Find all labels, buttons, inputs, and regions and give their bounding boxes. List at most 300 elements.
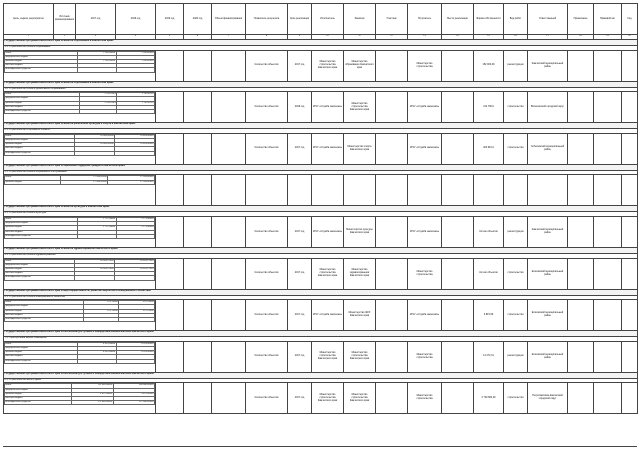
blank bbox=[184, 92, 212, 123]
customer: Министерство строительства Камчатского края bbox=[344, 341, 376, 372]
funding-amount: 17 284,00000 bbox=[61, 180, 108, 184]
place: КГКУ «Служба заказчика» bbox=[408, 92, 442, 123]
funding-amount: 7 200,00000 bbox=[116, 59, 154, 63]
column-number: 7 bbox=[212, 35, 246, 40]
funding-breakdown bbox=[4, 134, 155, 156]
blank bbox=[568, 300, 594, 331]
capacity-value bbox=[474, 175, 504, 206]
funding-source: внебюджетные средства bbox=[5, 359, 78, 363]
funding-cell bbox=[4, 341, 156, 372]
funding-line bbox=[5, 234, 155, 238]
funding-source: внебюджетные средства bbox=[5, 276, 75, 280]
funding-amount bbox=[117, 109, 155, 113]
funding-amount: 284 000,00000 bbox=[113, 384, 154, 388]
blank bbox=[568, 258, 594, 289]
subsection-title: 8.1. Строительство жилого дома bbox=[4, 378, 638, 383]
blank bbox=[184, 383, 212, 414]
funding-amount: 1 783 410,0 bbox=[79, 101, 117, 105]
blank bbox=[212, 300, 246, 331]
column-number: 13 bbox=[408, 35, 442, 40]
column-header: Ответственный bbox=[528, 4, 568, 35]
executor: КГКУ «Служба заказчика» bbox=[312, 92, 344, 123]
column-header: Участник bbox=[376, 4, 408, 35]
executor: Министерство строительства Камчатского края bbox=[312, 50, 344, 81]
work-kind: реконструкция bbox=[504, 50, 528, 81]
capacity-value: 2 700 582,00 bbox=[474, 383, 504, 414]
funding-source: внебюджетные средства bbox=[5, 109, 80, 113]
responsible: Камчатский муниципальный район bbox=[528, 216, 568, 247]
funding-amount: 18 493,27430 bbox=[115, 267, 155, 271]
section-title: Государственная программа Камчатского края «Развитие культуры в Камчатском крае» bbox=[4, 206, 638, 212]
section-title: Государственная программа Камчатского края «Обеспечение доступным и комфортным жильем жителей Камчатского края» bbox=[4, 331, 638, 337]
implementation-term: 2017 год bbox=[288, 341, 312, 372]
funding-source: местный бюджет bbox=[5, 396, 72, 400]
funding-source: краевой бюджет bbox=[5, 143, 75, 147]
funding-cell bbox=[4, 92, 156, 123]
funding-source: федеральный бюджет bbox=[5, 305, 84, 309]
blank bbox=[442, 341, 474, 372]
blank bbox=[156, 133, 184, 164]
section-title: Государственная программа Камчатского края «Социальная поддержка граждан в Камчатском крае» bbox=[4, 164, 638, 170]
funding-amount: 7 200,00000 bbox=[78, 59, 116, 63]
funding-amount bbox=[79, 109, 117, 113]
result-indicator: Количество объектов bbox=[246, 341, 288, 372]
column-number: 12 bbox=[376, 35, 408, 40]
program-table bbox=[3, 3, 638, 414]
funding-amount: 14 403,00000 bbox=[115, 143, 155, 147]
funding-source: федеральный бюджет bbox=[5, 388, 72, 392]
executor: Министерство строительства Камчатского края bbox=[312, 341, 344, 372]
implementation-term: 2017 год bbox=[288, 300, 312, 331]
executor: Министерство строительства Камчатского края bbox=[312, 258, 344, 289]
column-number: 8 bbox=[246, 35, 288, 40]
funding-source: краевой бюджет bbox=[5, 392, 72, 396]
funding-amount bbox=[75, 276, 115, 280]
column-number: 20 bbox=[622, 35, 638, 40]
executor: КГКУ «Служба заказчика» bbox=[312, 300, 344, 331]
blank bbox=[594, 300, 622, 331]
funding-amount: 18 493,27430 bbox=[75, 259, 115, 263]
funding-line bbox=[5, 151, 155, 155]
result-indicator: Количество объектов bbox=[246, 300, 288, 331]
funding-cell bbox=[4, 258, 156, 289]
customer: Министерство образования Камчатского края bbox=[344, 50, 376, 81]
place: КГКУ «Служба заказчика» bbox=[408, 216, 442, 247]
funding-source: местный бюджет bbox=[5, 147, 75, 151]
blank bbox=[212, 383, 246, 414]
work-kind: строительство bbox=[504, 258, 528, 289]
blank bbox=[622, 341, 638, 372]
blank bbox=[156, 92, 184, 123]
funding-source: федеральный бюджет bbox=[5, 263, 75, 267]
column-header: Правовой акт bbox=[594, 4, 622, 35]
blank bbox=[442, 133, 474, 164]
responsible: Вилючинский городской округ bbox=[528, 92, 568, 123]
measure-row bbox=[4, 383, 638, 414]
blank bbox=[184, 341, 212, 372]
column-number: 9 bbox=[288, 35, 312, 40]
funding-breakdown bbox=[4, 383, 155, 405]
blank bbox=[376, 341, 408, 372]
measure-row bbox=[4, 133, 638, 164]
funding-breakdown bbox=[4, 217, 155, 239]
funding-amount: 1 771,00000 bbox=[78, 226, 116, 230]
funding-amount bbox=[78, 234, 116, 238]
funding-amount: 6 325,00000 bbox=[116, 351, 154, 355]
funding-source: федеральный бюджет bbox=[5, 55, 78, 59]
subsection-title: 1.1. Строительство объекта образования bbox=[4, 46, 638, 51]
blank bbox=[622, 133, 638, 164]
capacity-value: 14 272,31 bbox=[474, 341, 504, 372]
funding-amount bbox=[78, 359, 116, 363]
place: КГКУ «Служба заказчика» bbox=[408, 133, 442, 164]
funding-source: местный бюджет bbox=[5, 105, 80, 109]
funding-source: местный бюджет bbox=[5, 313, 84, 317]
funding-amount: 1 771,00000 bbox=[116, 217, 154, 221]
funding-source: краевой бюджет bbox=[5, 267, 75, 271]
column-header: Срок реализации bbox=[288, 4, 312, 35]
funding-amount: 672,13456 bbox=[119, 301, 155, 305]
subsection-title: 3.1. Строительство объекта социального обслуживания bbox=[4, 170, 638, 175]
funding-amount: 1 771,00000 bbox=[78, 217, 116, 221]
column-number: 5 bbox=[156, 35, 184, 40]
blank bbox=[442, 300, 474, 331]
implementation-term bbox=[288, 175, 312, 206]
place: Министерство строительства bbox=[408, 383, 442, 414]
funding-source: федеральный бюджет bbox=[5, 97, 80, 101]
measure-row bbox=[4, 50, 638, 81]
column-number: 2 bbox=[54, 35, 76, 40]
funding-line bbox=[5, 109, 155, 113]
funding-amount: 18 493,27430 bbox=[115, 259, 155, 263]
table-body bbox=[4, 40, 638, 414]
work-kind bbox=[504, 175, 528, 206]
column-header: Показатель результата bbox=[246, 4, 288, 35]
funding-amount: 14 403,00000 bbox=[75, 143, 115, 147]
funding-source: федеральный бюджет bbox=[5, 222, 78, 226]
executor: Министерство строительства Камчатского края bbox=[312, 383, 344, 414]
column-header: Исполнитель bbox=[312, 4, 344, 35]
blank bbox=[442, 92, 474, 123]
funding-source: краевой бюджет bbox=[5, 351, 78, 355]
funding-cell bbox=[4, 175, 156, 206]
blank bbox=[622, 258, 638, 289]
work-kind: строительство bbox=[504, 383, 528, 414]
blank bbox=[568, 133, 594, 164]
subsection-title: 5.1. Строительство объекта здравоохранения bbox=[4, 253, 638, 258]
subsection-title: 7.1. Приобретение жилых помещений bbox=[4, 337, 638, 342]
funding-source: Всего bbox=[5, 51, 78, 55]
responsible bbox=[528, 175, 568, 206]
measure-row bbox=[4, 92, 638, 123]
column-number: 17 bbox=[528, 35, 568, 40]
blank bbox=[184, 133, 212, 164]
result-indicator: Количество объектов bbox=[246, 133, 288, 164]
funding-source: Всего bbox=[5, 217, 78, 221]
column-number: 15 bbox=[474, 35, 504, 40]
funding-amount bbox=[115, 276, 155, 280]
column-header: Форма собственности bbox=[474, 4, 504, 35]
measure-row bbox=[4, 300, 638, 331]
customer bbox=[344, 175, 376, 206]
funding-breakdown bbox=[4, 92, 155, 114]
work-kind: строительство bbox=[504, 133, 528, 164]
blank bbox=[568, 92, 594, 123]
measure-row bbox=[4, 258, 638, 289]
responsible: Елизовский муниципальный район bbox=[528, 300, 568, 331]
blank bbox=[622, 92, 638, 123]
blank bbox=[184, 300, 212, 331]
funding-source: внебюджетные средства bbox=[5, 317, 84, 321]
result-indicator: Количество объектов bbox=[246, 92, 288, 123]
customer: Министерство культуры Камчатского края bbox=[344, 216, 376, 247]
funding-amount: 17 284,00000 bbox=[108, 176, 155, 180]
blank bbox=[442, 216, 474, 247]
column-number: 6 bbox=[184, 35, 212, 40]
measure-row bbox=[4, 175, 638, 206]
blank bbox=[376, 50, 408, 81]
section-title: Государственная программа Камчатского края «Развитие образования в Камчатском крае» bbox=[4, 40, 638, 46]
funding-source: Всего bbox=[5, 301, 84, 305]
funding-source: внебюджетные средства bbox=[5, 401, 72, 405]
section-title: Государственная программа Камчатского края «Развитие физической культуры и спорта в Камчатском крае» bbox=[4, 123, 638, 129]
customer: Министерство спорта Камчатского края bbox=[344, 133, 376, 164]
funding-source: краевой бюджет bbox=[5, 226, 78, 230]
subsection-title: 2.1. Строительство спортивного объекта bbox=[4, 129, 638, 134]
funding-amount: 17 284,00000 bbox=[61, 176, 108, 180]
capacity-value: 400 910,0 bbox=[474, 133, 504, 164]
funding-source: краевой бюджет bbox=[5, 180, 61, 184]
column-number: 1 bbox=[4, 35, 54, 40]
blank bbox=[594, 92, 622, 123]
work-kind: реконструкция bbox=[504, 216, 528, 247]
funding-amount: 672,13456 bbox=[83, 301, 119, 305]
blank bbox=[376, 92, 408, 123]
responsible: Соболевский муниципальный район bbox=[528, 133, 568, 164]
column-header: Цель, задача, мероприятие bbox=[4, 4, 54, 35]
funding-cell bbox=[4, 216, 156, 247]
blank bbox=[184, 216, 212, 247]
funding-amount: 172 000,00000 bbox=[72, 401, 113, 405]
column-header: 2017 год bbox=[76, 4, 116, 35]
funding-breakdown bbox=[4, 259, 155, 281]
responsible: Камчатский муниципальный район bbox=[528, 50, 568, 81]
measure-row bbox=[4, 341, 638, 372]
capacity-value: Кол-во объектов bbox=[474, 258, 504, 289]
blank bbox=[156, 216, 184, 247]
blank bbox=[376, 300, 408, 331]
funding-amount: 1 783 410,0 bbox=[117, 101, 155, 105]
funding-source: краевой бюджет bbox=[5, 309, 84, 313]
column-number: 11 bbox=[344, 35, 376, 40]
funding-cell bbox=[4, 383, 156, 414]
funding-breakdown bbox=[4, 175, 155, 184]
implementation-term: 2017 год bbox=[288, 50, 312, 81]
blank bbox=[442, 50, 474, 81]
blank bbox=[594, 341, 622, 372]
funding-amount: 14 403,00000 bbox=[115, 134, 155, 138]
funding-source: федеральный бюджет bbox=[5, 138, 75, 142]
funding-line bbox=[5, 359, 155, 363]
blank bbox=[156, 175, 184, 206]
blank bbox=[568, 383, 594, 414]
subsection-title: 4.1. Строительство объекта культуры bbox=[4, 212, 638, 217]
blank bbox=[212, 216, 246, 247]
column-number: 3 bbox=[76, 35, 116, 40]
funding-amount bbox=[78, 68, 116, 72]
column-number: 10 bbox=[312, 35, 344, 40]
column-header: Источник финансирования bbox=[54, 4, 76, 35]
blank bbox=[156, 50, 184, 81]
funding-cell bbox=[4, 300, 156, 331]
funding-source: краевой бюджет bbox=[5, 59, 78, 63]
column-number: 14 bbox=[442, 35, 474, 40]
place: Министерство строительства bbox=[408, 341, 442, 372]
funding-amount bbox=[119, 317, 155, 321]
funding-amount bbox=[116, 68, 154, 72]
funding-amount: 7 200,00000 bbox=[78, 51, 116, 55]
section-title: Государственная программа Камчатского края «Обеспечение доступным и комфортным жильем жителей Камчатского края» bbox=[4, 372, 638, 378]
blank bbox=[594, 175, 622, 206]
funding-amount: 6 325,00000 bbox=[116, 342, 154, 346]
funding-breakdown bbox=[4, 300, 155, 322]
customer: Министерство здравоохранения Камчатского края bbox=[344, 258, 376, 289]
blank bbox=[212, 50, 246, 81]
funding-source: местный бюджет bbox=[5, 230, 78, 234]
work-kind: строительство bbox=[504, 92, 528, 123]
blank bbox=[442, 383, 474, 414]
blank bbox=[568, 175, 594, 206]
funding-amount: 18 493,27430 bbox=[75, 267, 115, 271]
blank bbox=[622, 383, 638, 414]
blank bbox=[184, 50, 212, 81]
implementation-term: 2018 год bbox=[288, 92, 312, 123]
blank bbox=[376, 133, 408, 164]
blank bbox=[442, 258, 474, 289]
funding-amount: 17 284,00000 bbox=[108, 180, 155, 184]
blank bbox=[212, 341, 246, 372]
implementation-term: 2017 год bbox=[288, 258, 312, 289]
column-header: Вид работ bbox=[504, 4, 528, 35]
funding-amount bbox=[75, 151, 115, 155]
funding-source: Всего bbox=[5, 259, 75, 263]
funding-amount bbox=[115, 151, 155, 155]
work-kind: реконструкция bbox=[504, 341, 528, 372]
capacity-value: Кол-во объектов bbox=[474, 216, 504, 247]
blank bbox=[594, 258, 622, 289]
place: КГКУ «Служба заказчика» bbox=[408, 300, 442, 331]
funding-source: Всего bbox=[5, 342, 78, 346]
column-header: Объем финансирования bbox=[212, 4, 246, 35]
blank bbox=[442, 175, 474, 206]
funding-cell bbox=[4, 133, 156, 164]
funding-amount: 6 325,00000 bbox=[78, 342, 116, 346]
customer: Министерство ЖКХ Камчатского края bbox=[344, 300, 376, 331]
place: Министерство строительства bbox=[408, 50, 442, 81]
funding-line bbox=[5, 68, 155, 72]
capacity-value: 9 815,99 bbox=[474, 300, 504, 331]
funding-breakdown bbox=[4, 342, 155, 364]
funding-line bbox=[5, 317, 155, 321]
funding-source: местный бюджет bbox=[5, 64, 78, 68]
blank bbox=[212, 175, 246, 206]
column-header: Код bbox=[622, 4, 638, 35]
blank bbox=[622, 175, 638, 206]
funding-source: внебюджетные средства bbox=[5, 234, 78, 238]
funding-source: Всего bbox=[5, 384, 72, 388]
blank bbox=[594, 383, 622, 414]
column-header: Заказчик bbox=[344, 4, 376, 35]
column-number: 19 bbox=[594, 35, 622, 40]
funding-source: краевой бюджет bbox=[5, 101, 80, 105]
result-indicator: Количество объектов bbox=[246, 50, 288, 81]
blank bbox=[568, 50, 594, 81]
funding-source: федеральный бюджет bbox=[5, 346, 78, 350]
funding-amount: 5 872,00000 bbox=[72, 392, 113, 396]
bottom-border bbox=[3, 446, 637, 449]
funding-line bbox=[5, 276, 155, 280]
funding-source: внебюджетные средства bbox=[5, 151, 75, 155]
blank bbox=[184, 258, 212, 289]
section-title: Государственная программа Камчатского края «Развитие образования в Камчатском крае» bbox=[4, 81, 638, 87]
funding-line bbox=[5, 180, 155, 184]
blank bbox=[594, 216, 622, 247]
funding-source: местный бюджет bbox=[5, 272, 75, 276]
funding-source: Всего bbox=[5, 134, 75, 138]
customer: Министерство строительства Камчатского края bbox=[344, 92, 376, 123]
funding-amount: 723 300,00000 bbox=[72, 384, 113, 388]
column-number: 18 bbox=[568, 35, 594, 40]
measure-row bbox=[4, 216, 638, 247]
funding-source: внебюджетные средства bbox=[5, 68, 78, 72]
blank bbox=[622, 50, 638, 81]
column-header: 2020 год bbox=[184, 4, 212, 35]
column-header: Получатель bbox=[408, 4, 442, 35]
funding-amount: 1 783 410,0 bbox=[79, 93, 117, 97]
blank bbox=[376, 383, 408, 414]
blank bbox=[212, 92, 246, 123]
blank bbox=[376, 175, 408, 206]
responsible: Петропавловск-Камчатский городской округ bbox=[528, 383, 568, 414]
result-indicator: Количество объектов bbox=[246, 216, 288, 247]
responsible: Елизовский муниципальный район bbox=[528, 258, 568, 289]
column-number: 16 bbox=[504, 35, 528, 40]
funding-source: местный бюджет bbox=[5, 355, 78, 359]
column-header: 2019 год bbox=[156, 4, 184, 35]
customer: Министерство строительства Камчатского края bbox=[344, 383, 376, 414]
funding-cell bbox=[4, 50, 156, 81]
funding-amount: 1 783 410,0 bbox=[117, 93, 155, 97]
blank bbox=[622, 300, 638, 331]
funding-amount bbox=[83, 317, 119, 321]
work-kind: строительство bbox=[504, 300, 528, 331]
executor: КГКУ «Служба заказчика» bbox=[312, 133, 344, 164]
column-header: Место реализации bbox=[442, 4, 474, 35]
column-number: 4 bbox=[116, 35, 156, 40]
blank bbox=[622, 216, 638, 247]
funding-amount bbox=[116, 234, 154, 238]
blank bbox=[594, 50, 622, 81]
result-indicator bbox=[246, 175, 288, 206]
executor: КГКУ «Служба заказчика» bbox=[312, 216, 344, 247]
blank bbox=[156, 258, 184, 289]
capacity-value: 412 796,0 bbox=[474, 92, 504, 123]
funding-amount: 14 403,00000 bbox=[75, 134, 115, 138]
blank bbox=[156, 383, 184, 414]
executor bbox=[312, 175, 344, 206]
capacity-value: 152 000,00 bbox=[474, 50, 504, 81]
blank bbox=[376, 258, 408, 289]
